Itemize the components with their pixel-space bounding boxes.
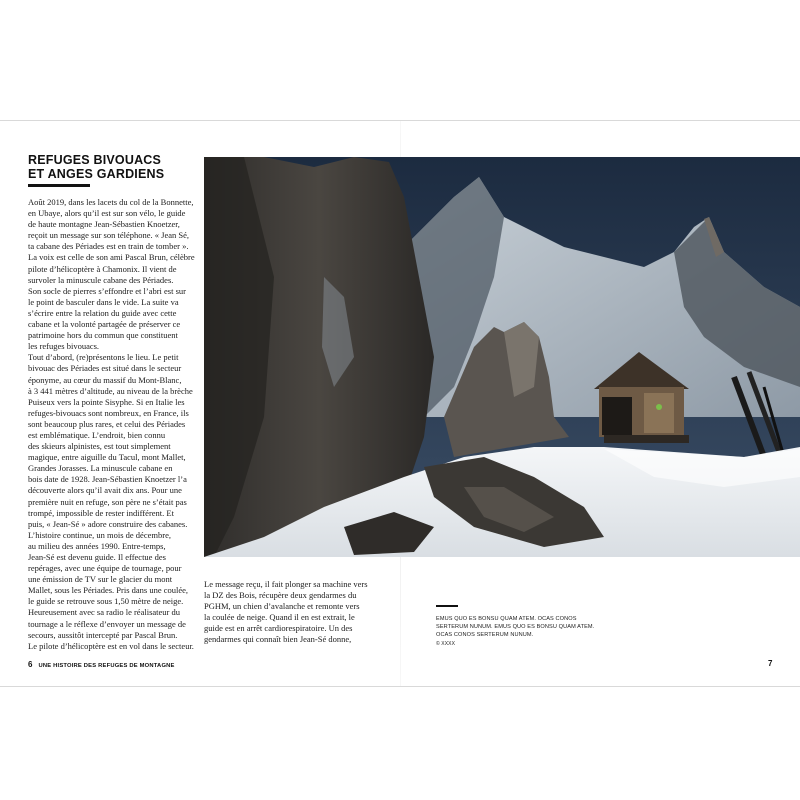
- running-title: UNE HISTOIRE DES REFUGES DE MONTAGNE: [38, 663, 175, 669]
- heading-line-2: ET ANGES GARDIENS: [28, 167, 165, 181]
- body-left-line: sont beaucoup plus rares, et celui des Périades: [28, 418, 186, 429]
- body-left-line: des skieurs alpinistes, est tout simplement: [28, 441, 171, 452]
- body-left-line: découverte alors qu’il avait dix ans. Pour une: [28, 485, 182, 496]
- body-right-line: la coulée de neige. Quand il en est extrait, le: [204, 612, 355, 623]
- body-left-line: au milieu des années 1990. Entre-temps,: [28, 540, 166, 551]
- body-left-line: Puiseux vers la pointe Sisyphe. Si en Italie les: [28, 396, 185, 407]
- body-left-line: Tout d’abord, (re)présentons le lieu. Le petit: [28, 352, 179, 363]
- body-left-line: reçoit un message sur son téléphone. « Jean Sé,: [28, 230, 189, 241]
- body-left-line: Grandes Jorasses. La minuscule cabane en: [28, 463, 173, 474]
- body-right-line: gendarmes qui connaît bien Jean-Sé donne,: [204, 634, 352, 645]
- body-left-line: trompé, impossible de rester indifférent. Et: [28, 507, 174, 518]
- caption-rule: [436, 605, 458, 607]
- body-left-line: le guide se retrouve sous 1,50 mètre de neige.: [28, 596, 184, 607]
- page-number-left: 6: [28, 660, 33, 669]
- body-left-line: à 3 441 mètres d’altitude, au niveau de la brèche: [28, 385, 193, 396]
- body-right-line: la DZ des Bois, récupère deux gendarmes du: [204, 590, 357, 601]
- photo-illustration: [204, 157, 800, 557]
- body-left-line: bois date de 1928. Jean-Sébastien Knoetzer l’a: [28, 474, 187, 485]
- body-left-line: La voix est celle de son ami Pascal Brun, célèbre: [28, 252, 195, 263]
- body-right-line: PGHM, un chien d’avalanche et remonte vers: [204, 601, 360, 612]
- body-left-line: Son socle de pierres s’effondre et l’abri est sur: [28, 285, 186, 296]
- body-left-line: repérages, avec une équipe de tournage, pour: [28, 563, 182, 574]
- body-left-line: Jean-Sé est devenu guide. Il effectue des: [28, 552, 166, 562]
- photo-credit: © XXXX: [436, 641, 456, 647]
- body-left-line: les refuges bivouacs.: [28, 341, 100, 352]
- body-column-right: [204, 579, 404, 646]
- body-left-line: ta cabane des Périades est en train de tomber ».: [28, 241, 189, 252]
- mountain-bivouac-hut-photo: [204, 157, 800, 557]
- body-left-line: éponyme, au cœur du massif du Mont-Blanc,: [28, 374, 182, 385]
- body-right-line: Le message reçu, il fait plonger sa machine vers: [204, 579, 368, 589]
- caption-line-3: OCAS CONOS SERTERUM NUNUM.: [436, 632, 534, 638]
- body-left-line: survoler la minuscule cabane des Périades.: [28, 274, 174, 285]
- caption-line-2: SERTERUM NUNUM. EMUS QUO ES BONSU QUAM ATEM.: [436, 624, 595, 630]
- body-left-line: L’histoire continue, un mois de décembre,: [28, 529, 171, 540]
- body-left-line: le point de basculer dans le vide. La suite va: [28, 296, 179, 307]
- body-left-line: magique, entre aiguille du Tacul, mont Mallet,: [28, 452, 186, 463]
- body-left-line: est emblématique. L’endroit, bien connu: [28, 429, 166, 440]
- photo-caption: [436, 615, 636, 648]
- body-left-line: Août 2019, dans les lacets du col de la Bonnette,: [28, 197, 194, 207]
- body-left-line: patrimoine hors du commun que constituent: [28, 330, 178, 341]
- body-left-line: secours, aussitôt intercepté par Pascal Brun.: [28, 629, 178, 640]
- body-left-line: en Ubaye, alors qu’il est sur son vélo, le guide: [28, 208, 186, 219]
- body-left-line: puis, « Jean-Sé » adore construire des cabanes.: [28, 518, 188, 529]
- body-left-line: Mallet, sous les Périades. Pris dans une coulée,: [28, 585, 189, 596]
- body-left-line: Heureusement avec sa radio le réalisateur du: [28, 607, 180, 618]
- body-left-line: refuges-bivouacs sont nombreux, en France, ils: [28, 407, 189, 418]
- heading-line-1: REFUGES BIVOUACS: [28, 153, 162, 167]
- body-left-line: de haute montagne Jean-Sébastien Knoetzer,: [28, 219, 180, 230]
- footer-left: [28, 660, 175, 671]
- body-left-line: s’écrire entre la relation du guide avec cette: [28, 307, 177, 318]
- heading-rule: [28, 184, 90, 187]
- body-left-line: Le pilote d’hélicoptère est en vol dans le secteur.: [28, 640, 194, 651]
- body-left-line: tournage a le réflexe d’envoyer un message de: [28, 618, 186, 629]
- body-left-line: cabane et la volonté partagée de préserver ce: [28, 319, 181, 330]
- body-column-left: [28, 197, 198, 652]
- body-left-line: première nuit en refuge, son père ne s’était pas: [28, 496, 187, 507]
- body-left-line: bivouac des Périades est situé dans le secteur: [28, 363, 182, 374]
- magazine-spread: [0, 120, 800, 687]
- caption-line-1: EMUS QUO ES BONSU QUAM ATEM. OCAS CONOS: [436, 616, 577, 622]
- body-right-line: guide est en arrêt cardiorespiratoire. Un des: [204, 623, 353, 634]
- page-number-right: 7: [768, 659, 773, 668]
- body-left-line: pilote d’hélicoptère à Chamonix. Il vient de: [28, 263, 177, 274]
- article-heading: [28, 153, 196, 181]
- body-left-line: une émission de TV sur le glacier du mont: [28, 574, 173, 585]
